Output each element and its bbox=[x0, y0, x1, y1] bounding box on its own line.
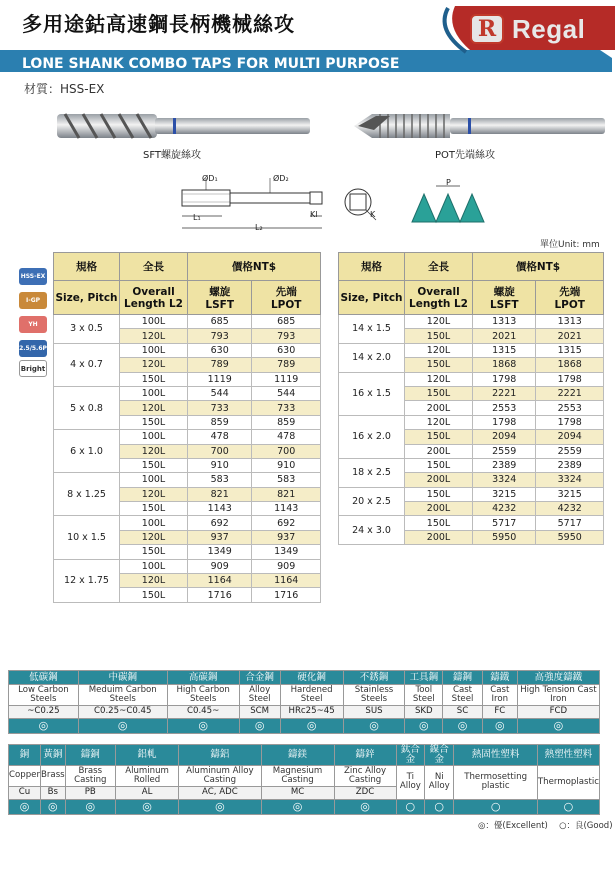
pot-price-cell: 5950 bbox=[536, 530, 604, 544]
square-section-drawing bbox=[340, 184, 384, 228]
dim-l2-label: L₂ bbox=[255, 223, 263, 232]
header-pot-en: LPOT bbox=[554, 299, 585, 311]
material-header-row bbox=[9, 671, 600, 685]
pot-price-cell: 910 bbox=[252, 458, 321, 472]
length-cell: 120L bbox=[405, 315, 473, 329]
table-row bbox=[339, 516, 604, 530]
sft-price-cell: 1164 bbox=[188, 574, 252, 588]
header-pot bbox=[536, 281, 604, 315]
length-cell: 100L bbox=[120, 430, 188, 444]
pot-price-cell: 1798 bbox=[536, 372, 604, 386]
length-cell: 120L bbox=[405, 415, 473, 429]
length-cell: 150L bbox=[120, 415, 188, 429]
table-row bbox=[54, 315, 321, 329]
length-cell: 100L bbox=[120, 343, 188, 357]
length-cell: 120L bbox=[120, 401, 188, 415]
material-en: Ni Alloy bbox=[425, 765, 454, 799]
material-label: 材質：HSS-EX bbox=[24, 82, 105, 96]
sft-price-cell: 692 bbox=[188, 516, 252, 530]
dim-p-label: P bbox=[446, 178, 451, 187]
size-cell: 16 x 2.0 bbox=[339, 415, 405, 458]
size-cell: 18 x 2.5 bbox=[339, 458, 405, 487]
length-cell: 150L bbox=[120, 502, 188, 516]
length-cell: 120L bbox=[120, 487, 188, 501]
material-en: Cast Iron bbox=[482, 685, 517, 706]
pot-price-cell: 2094 bbox=[536, 430, 604, 444]
header-length-en: Overall Length L2 bbox=[405, 281, 473, 315]
material-en: High Tension Cast Iron bbox=[517, 685, 599, 706]
length-cell: 200L bbox=[405, 444, 473, 458]
materials-table-1 bbox=[8, 670, 600, 734]
dimension-drawing bbox=[170, 172, 330, 238]
material-grade: SCM bbox=[239, 706, 280, 719]
pot-price-cell: 909 bbox=[252, 559, 321, 573]
length-cell: 150L bbox=[405, 329, 473, 343]
left-spec-table bbox=[53, 252, 321, 603]
suitability-mark: ○ bbox=[396, 799, 424, 814]
length-cell: 100L bbox=[120, 473, 188, 487]
material-zh: 鑄鎂 bbox=[261, 745, 334, 766]
material-grade: C0.25~C0.45 bbox=[78, 706, 167, 719]
material-en: Low Carbon Steels bbox=[9, 685, 79, 706]
material-zh: 工具鋼 bbox=[405, 671, 443, 685]
sft-price-cell: 821 bbox=[188, 487, 252, 501]
badge-hss-ex: HSS-EX bbox=[19, 268, 47, 285]
material-zh: 中碳鋼 bbox=[78, 671, 167, 685]
sft-price-cell: 2553 bbox=[473, 401, 536, 415]
material-grade: ZDC bbox=[334, 786, 396, 799]
material-grade: Cu bbox=[9, 786, 41, 799]
material-zh: 鋁軋 bbox=[115, 745, 178, 766]
material-zh: 熱固性塑料 bbox=[454, 745, 537, 766]
header-length-en: Overall Length L2 bbox=[120, 281, 188, 315]
length-cell: 100L bbox=[120, 516, 188, 530]
header-pot bbox=[252, 281, 321, 315]
sft-caption: SFT螺旋絲攻 bbox=[143, 150, 202, 161]
suitability-mark: ◎ bbox=[9, 799, 41, 814]
pot-price-cell: 1868 bbox=[536, 358, 604, 372]
badge-igp: I-GP bbox=[19, 292, 47, 309]
header-sft-en: LSFT bbox=[205, 299, 235, 311]
suitability-mark: ○ bbox=[537, 799, 599, 814]
length-cell: 120L bbox=[405, 343, 473, 357]
material-zh: 熱塑性塑料 bbox=[537, 745, 599, 766]
size-cell: 20 x 2.5 bbox=[339, 487, 405, 516]
material-zh: 鑄鐵 bbox=[482, 671, 517, 685]
pot-price-cell: 2559 bbox=[536, 444, 604, 458]
material-en: Alloy Steel bbox=[239, 685, 280, 706]
header-sft-en: LSFT bbox=[489, 299, 519, 311]
pot-price-cell: 692 bbox=[252, 516, 321, 530]
pot-price-cell: 5717 bbox=[536, 516, 604, 530]
header-sft bbox=[188, 281, 252, 315]
badge-bright: Bright bbox=[19, 360, 47, 377]
dim-l1-label: L₁ bbox=[193, 213, 201, 222]
sft-price-cell: 1315 bbox=[473, 343, 536, 357]
suitability-mark: ◎ bbox=[78, 719, 167, 734]
pot-price-cell: 937 bbox=[252, 530, 321, 544]
badge-coating: 2.5/5.6P bbox=[19, 340, 47, 357]
material-zh: 合金鋼 bbox=[239, 671, 280, 685]
sft-price-cell: 1143 bbox=[188, 502, 252, 516]
length-cell: 150L bbox=[120, 372, 188, 386]
table-row bbox=[54, 559, 321, 573]
table-row bbox=[339, 458, 604, 472]
material-zh: 鑄銅 bbox=[65, 745, 115, 766]
pot-price-cell: 700 bbox=[252, 444, 321, 458]
material-zh: 黃銅 bbox=[41, 745, 66, 766]
material-zh: 硬化鋼 bbox=[280, 671, 343, 685]
dim-k-label: K bbox=[370, 210, 376, 219]
logo-text: Regal bbox=[512, 14, 586, 44]
material-name-row bbox=[9, 685, 600, 706]
sft-price-cell: 2094 bbox=[473, 430, 536, 444]
pot-tap-image bbox=[350, 108, 610, 144]
length-cell: 120L bbox=[120, 329, 188, 343]
pot-price-cell: 733 bbox=[252, 401, 321, 415]
table-row bbox=[339, 372, 604, 386]
header-sft bbox=[473, 281, 536, 315]
sft-price-cell: 937 bbox=[188, 530, 252, 544]
suitability-mark: ○ bbox=[454, 799, 537, 814]
suitability-mark: ◎ bbox=[405, 719, 443, 734]
material-en: Zinc Alloy Casting bbox=[334, 765, 396, 786]
length-cell: 150L bbox=[405, 487, 473, 501]
brand-logo bbox=[462, 6, 610, 54]
material-en: Cast Steel bbox=[443, 685, 483, 706]
length-cell: 100L bbox=[120, 386, 188, 400]
suitability-mark: ◎ bbox=[343, 719, 405, 734]
pot-price-cell: 544 bbox=[252, 386, 321, 400]
pot-price-cell: 1143 bbox=[252, 502, 321, 516]
size-cell: 4 x 0.7 bbox=[54, 343, 120, 386]
pot-price-cell: 630 bbox=[252, 343, 321, 357]
length-cell: 150L bbox=[120, 588, 188, 602]
size-cell: 6 x 1.0 bbox=[54, 430, 120, 473]
material-en: Tool Steel bbox=[405, 685, 443, 706]
material-en: Aluminum Alloy Casting bbox=[179, 765, 261, 786]
pot-price-cell: 793 bbox=[252, 329, 321, 343]
material-mark-row bbox=[9, 799, 600, 814]
length-cell: 150L bbox=[405, 430, 473, 444]
suitability-mark: ◎ bbox=[482, 719, 517, 734]
sft-price-cell: 1313 bbox=[473, 315, 536, 329]
sft-price-cell: 3324 bbox=[473, 473, 536, 487]
pot-price-cell: 821 bbox=[252, 487, 321, 501]
pot-price-cell: 1164 bbox=[252, 574, 321, 588]
unit-label: 單位Unit: mm bbox=[540, 240, 600, 250]
logo-mark: R bbox=[470, 14, 504, 44]
suitability-mark: ◎ bbox=[65, 799, 115, 814]
pot-price-cell: 789 bbox=[252, 358, 321, 372]
material-grade: C0.45~ bbox=[167, 706, 239, 719]
table-row bbox=[54, 516, 321, 530]
pot-price-cell: 4232 bbox=[536, 502, 604, 516]
table-row bbox=[54, 386, 321, 400]
pot-price-cell: 3324 bbox=[536, 473, 604, 487]
header-size-en: Size, Pitch bbox=[54, 281, 120, 315]
sft-price-cell: 2021 bbox=[473, 329, 536, 343]
header-sft-zh: 螺旋 bbox=[209, 286, 231, 298]
sft-price-cell: 2559 bbox=[473, 444, 536, 458]
suitability-mark: ◎ bbox=[41, 799, 66, 814]
dim-d1-label: ØD₁ bbox=[202, 174, 218, 183]
pot-price-cell: 2553 bbox=[536, 401, 604, 415]
suitability-mark: ◎ bbox=[179, 799, 261, 814]
pot-price-cell: 1119 bbox=[252, 372, 321, 386]
suitability-mark: ◎ bbox=[9, 719, 79, 734]
suitability-mark: ◎ bbox=[261, 799, 334, 814]
pot-price-cell: 3215 bbox=[536, 487, 604, 501]
length-cell: 200L bbox=[405, 473, 473, 487]
sft-price-cell: 789 bbox=[188, 358, 252, 372]
header-size-en: Size, Pitch bbox=[339, 281, 405, 315]
length-cell: 150L bbox=[120, 458, 188, 472]
sft-tap-image bbox=[55, 108, 315, 144]
material-en: High Carbon Steels bbox=[167, 685, 239, 706]
size-cell: 12 x 1.75 bbox=[54, 559, 120, 602]
suitability-mark: ◎ bbox=[115, 799, 178, 814]
sft-price-cell: 1868 bbox=[473, 358, 536, 372]
length-cell: 200L bbox=[405, 502, 473, 516]
sft-price-cell: 544 bbox=[188, 386, 252, 400]
material-zh: 低碳鋼 bbox=[9, 671, 79, 685]
pot-price-cell: 859 bbox=[252, 415, 321, 429]
material-grade-row bbox=[9, 706, 600, 719]
pot-price-cell: 583 bbox=[252, 473, 321, 487]
header-size-zh: 規格 bbox=[54, 253, 120, 281]
size-cell: 10 x 1.5 bbox=[54, 516, 120, 559]
sft-price-cell: 909 bbox=[188, 559, 252, 573]
suitability-mark: ○ bbox=[425, 799, 454, 814]
length-cell: 150L bbox=[405, 458, 473, 472]
sft-price-cell: 3215 bbox=[473, 487, 536, 501]
material-grade: Bs bbox=[41, 786, 66, 799]
header-price: 價格NT$ bbox=[473, 253, 604, 281]
table-row bbox=[339, 343, 604, 357]
material-en: Magnesium Casting bbox=[261, 765, 334, 786]
material-en: Meduim Carbon Steels bbox=[78, 685, 167, 706]
material-grade: MC bbox=[261, 786, 334, 799]
pot-price-cell: 1313 bbox=[536, 315, 604, 329]
material-zh: 高碳鋼 bbox=[167, 671, 239, 685]
length-cell: 100L bbox=[120, 559, 188, 573]
page-title-en: LONE SHANK COMBO TAPS FOR MULTI PURPOSE bbox=[22, 56, 400, 72]
pot-price-cell: 478 bbox=[252, 430, 321, 444]
length-cell: 150L bbox=[120, 545, 188, 559]
material-grade: HRc25~45 bbox=[280, 706, 343, 719]
length-cell: 120L bbox=[120, 444, 188, 458]
length-cell: 200L bbox=[405, 401, 473, 415]
sft-price-cell: 1119 bbox=[188, 372, 252, 386]
material-en: Ti Alloy bbox=[396, 765, 424, 799]
material-en: Brass Casting bbox=[65, 765, 115, 786]
badge-yh: YH bbox=[19, 316, 47, 333]
suitability-mark: ◎ bbox=[517, 719, 599, 734]
sft-price-cell: 733 bbox=[188, 401, 252, 415]
header-pot-en: LPOT bbox=[270, 299, 302, 311]
material-grade: SUS bbox=[343, 706, 405, 719]
sft-price-cell: 700 bbox=[188, 444, 252, 458]
suitability-mark: ◎ bbox=[280, 719, 343, 734]
material-zh: 銅 bbox=[9, 745, 41, 766]
material-grade: AC, ADC bbox=[179, 786, 261, 799]
pot-price-cell: 1798 bbox=[536, 415, 604, 429]
pot-price-cell: 685 bbox=[252, 315, 321, 329]
sft-price-cell: 910 bbox=[188, 458, 252, 472]
sft-price-cell: 1716 bbox=[188, 588, 252, 602]
sft-price-cell: 859 bbox=[188, 415, 252, 429]
table-row bbox=[54, 343, 321, 357]
material-en: Stainless Steels bbox=[343, 685, 405, 706]
pot-price-cell: 2021 bbox=[536, 329, 604, 343]
table-row bbox=[339, 487, 604, 501]
pot-caption: POT先端絲攻 bbox=[435, 150, 496, 161]
sft-price-cell: 5950 bbox=[473, 530, 536, 544]
material-grade: PB bbox=[65, 786, 115, 799]
material-grade: FC bbox=[482, 706, 517, 719]
header-length-zh: 全長 bbox=[120, 253, 188, 281]
material-zh: 鈦合金 bbox=[396, 745, 424, 766]
sft-price-cell: 2221 bbox=[473, 386, 536, 400]
sft-price-cell: 1798 bbox=[473, 415, 536, 429]
length-cell: 120L bbox=[120, 358, 188, 372]
size-cell: 24 x 3.0 bbox=[339, 516, 405, 545]
sft-price-cell: 1798 bbox=[473, 372, 536, 386]
length-cell: 100L bbox=[120, 315, 188, 329]
length-cell: 120L bbox=[120, 530, 188, 544]
material-en: Thermoplastic bbox=[537, 765, 599, 799]
suitability-mark: ◎ bbox=[334, 799, 396, 814]
material-grade: SC bbox=[443, 706, 483, 719]
table-row bbox=[339, 415, 604, 429]
pot-price-cell: 1349 bbox=[252, 545, 321, 559]
sft-price-cell: 2389 bbox=[473, 458, 536, 472]
legend: ◎：優(Excellent) ○：良(Good) bbox=[478, 821, 613, 831]
material-en: Aluminum Rolled bbox=[115, 765, 178, 786]
length-cell: 150L bbox=[405, 386, 473, 400]
size-cell: 3 x 0.5 bbox=[54, 315, 120, 344]
material-mark-row bbox=[9, 719, 600, 734]
suitability-mark: ◎ bbox=[239, 719, 280, 734]
material-zh: 鎳合金 bbox=[425, 745, 454, 766]
size-cell: 14 x 2.0 bbox=[339, 343, 405, 372]
header-pot-zh: 先端 bbox=[275, 286, 297, 298]
header-length-zh: 全長 bbox=[405, 253, 473, 281]
material-zh: 高強度鑄鐵 bbox=[517, 671, 599, 685]
sft-price-cell: 583 bbox=[188, 473, 252, 487]
right-spec-table bbox=[338, 252, 604, 545]
table-row bbox=[54, 430, 321, 444]
material-grade: AL bbox=[115, 786, 178, 799]
page-title-zh: 多用途鈷高速鋼長柄機械絲攻 bbox=[22, 12, 295, 36]
material-grade: ~C0.25 bbox=[9, 706, 79, 719]
material-en: Brass bbox=[41, 765, 66, 786]
sft-price-cell: 793 bbox=[188, 329, 252, 343]
length-cell: 120L bbox=[120, 574, 188, 588]
length-cell: 150L bbox=[405, 516, 473, 530]
material-en: Thermosetting plastic bbox=[454, 765, 537, 799]
material-header-row bbox=[9, 745, 600, 766]
size-cell: 8 x 1.25 bbox=[54, 473, 120, 516]
material-name-row bbox=[9, 765, 600, 786]
pot-price-cell: 2389 bbox=[536, 458, 604, 472]
size-cell: 16 x 1.5 bbox=[339, 372, 405, 415]
size-cell: 14 x 1.5 bbox=[339, 315, 405, 344]
length-cell: 120L bbox=[405, 372, 473, 386]
dim-kl-label: Kl bbox=[310, 210, 318, 219]
material-en: Hardened Steel bbox=[280, 685, 343, 706]
header-price: 價格NT$ bbox=[188, 253, 321, 281]
sft-price-cell: 478 bbox=[188, 430, 252, 444]
length-cell: 200L bbox=[405, 530, 473, 544]
material-zh: 鑄鋁 bbox=[179, 745, 261, 766]
materials-table-2 bbox=[8, 744, 600, 815]
table-row bbox=[339, 315, 604, 329]
material-grade: SKD bbox=[405, 706, 443, 719]
table-row bbox=[54, 473, 321, 487]
pot-price-cell: 1716 bbox=[252, 588, 321, 602]
suitability-mark: ◎ bbox=[443, 719, 483, 734]
pot-price-cell: 2221 bbox=[536, 386, 604, 400]
sft-price-cell: 1349 bbox=[188, 545, 252, 559]
size-cell: 5 x 0.8 bbox=[54, 386, 120, 429]
header-sft-zh: 螺旋 bbox=[493, 286, 515, 298]
suitability-mark: ◎ bbox=[167, 719, 239, 734]
length-cell: 150L bbox=[405, 358, 473, 372]
sft-price-cell: 630 bbox=[188, 343, 252, 357]
dim-d2-label: ØD₂ bbox=[273, 174, 289, 183]
material-grade: FCD bbox=[517, 706, 599, 719]
sft-price-cell: 4232 bbox=[473, 502, 536, 516]
material-zh: 鑄鋅 bbox=[334, 745, 396, 766]
pot-price-cell: 1315 bbox=[536, 343, 604, 357]
material-zh: 鑄鋼 bbox=[443, 671, 483, 685]
sft-price-cell: 685 bbox=[188, 315, 252, 329]
header-size-zh: 規格 bbox=[339, 253, 405, 281]
header-pot-zh: 先端 bbox=[559, 286, 581, 298]
material-en: Copper bbox=[9, 765, 41, 786]
material-zh: 不銹鋼 bbox=[343, 671, 405, 685]
sft-price-cell: 5717 bbox=[473, 516, 536, 530]
